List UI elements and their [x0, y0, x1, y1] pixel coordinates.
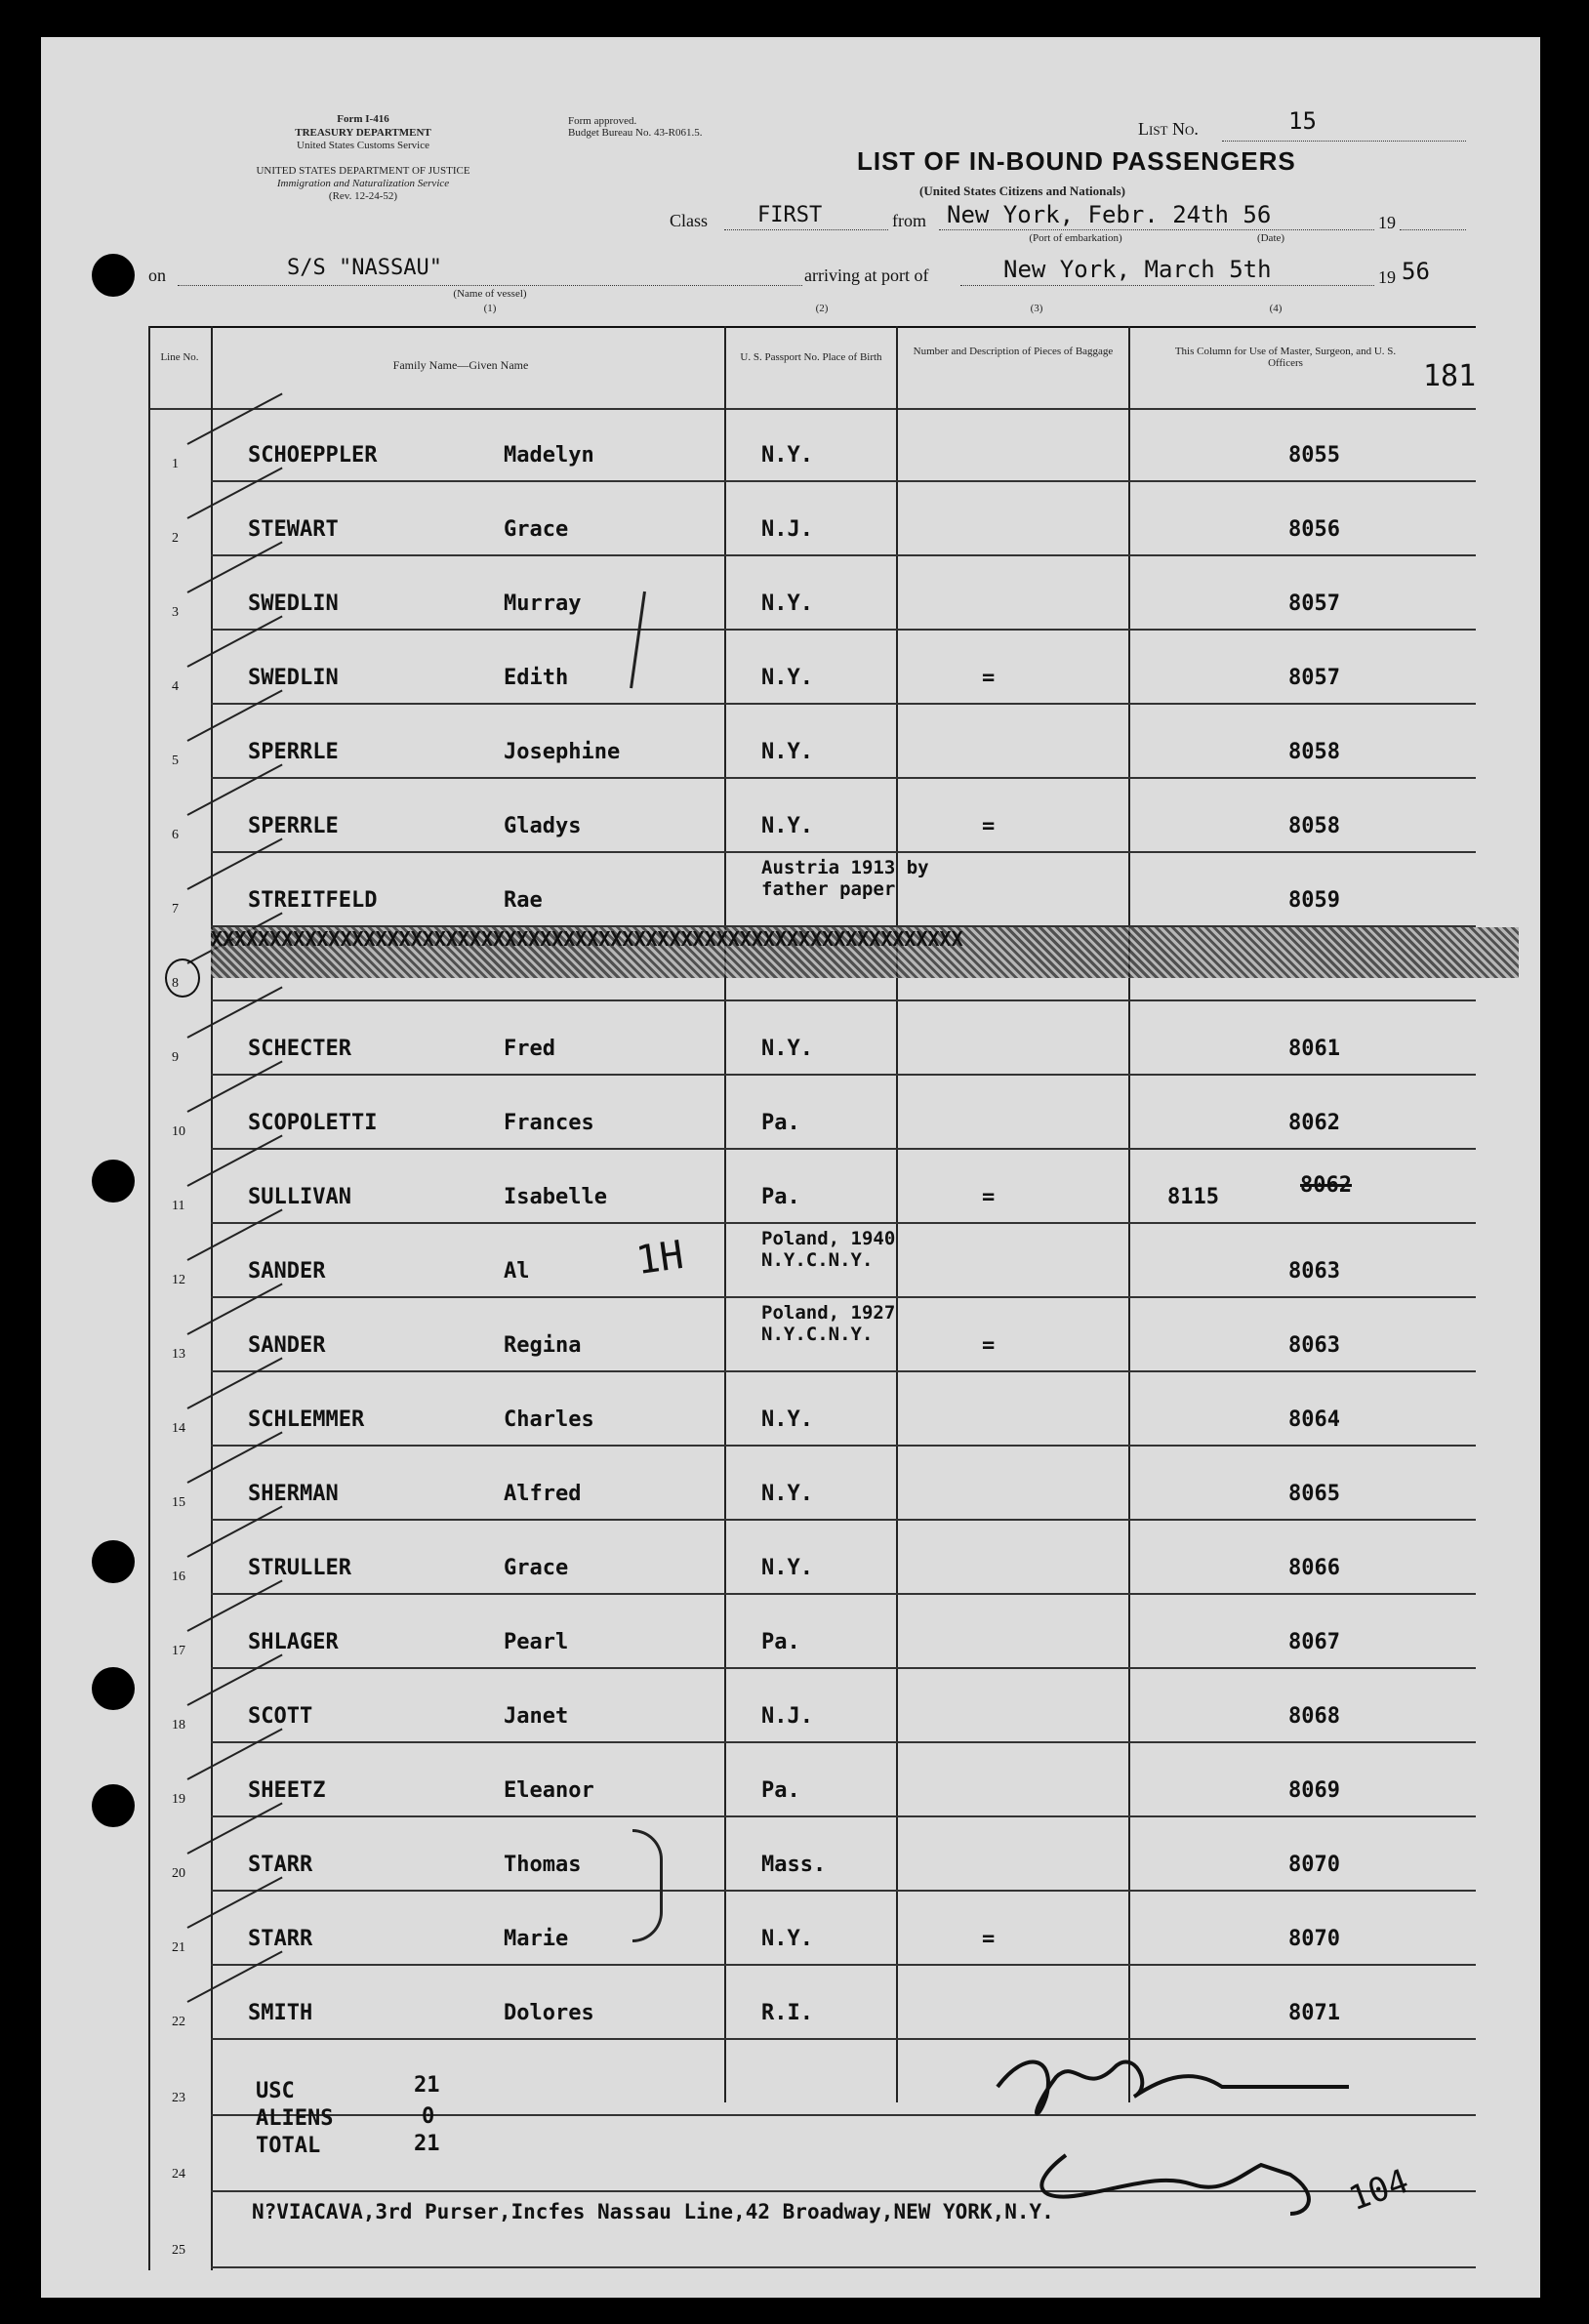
col-header-line: Line No. — [160, 351, 199, 363]
place-of-birth: N.Y. — [761, 1407, 813, 1432]
family-name: SCHOEPPLER — [248, 443, 378, 468]
caption-3: (3) — [1030, 303, 1043, 314]
officer-number: 8064 — [1288, 1407, 1340, 1432]
family-name: SPERRLE — [248, 740, 339, 764]
place-of-birth: Pa. — [761, 1630, 800, 1654]
family-name: SANDER — [248, 1259, 326, 1284]
table-row — [41, 1372, 1540, 1447]
given-name: Eleanor — [504, 1778, 594, 1803]
given-name: Frances — [504, 1111, 594, 1135]
officer-number: 8062 — [1288, 1111, 1340, 1135]
arriving-value: New York, March 5th — [1003, 256, 1272, 283]
given-name: Edith — [504, 666, 569, 690]
table-row — [41, 1521, 1540, 1595]
place-of-birth: N.Y. — [761, 666, 813, 690]
place-of-birth: N.Y. — [761, 1927, 813, 1951]
officer-number: 8056 — [1288, 517, 1340, 542]
line-number: 7 — [172, 902, 179, 917]
baggage: = — [982, 1185, 996, 1209]
line-number: 10 — [172, 1124, 185, 1139]
punch-hole — [92, 254, 135, 297]
form-approved: Form approved. — [568, 115, 637, 127]
baggage: = — [982, 666, 996, 690]
table-row — [41, 1298, 1540, 1372]
given-name: Grace — [504, 1556, 569, 1580]
class-value: FIRST — [757, 203, 823, 227]
usc-label: USC — [256, 2079, 295, 2103]
form-number: Form I-416 — [337, 113, 389, 125]
vessel-name: S/S "NASSAU" — [287, 256, 442, 280]
line-number: 13 — [172, 1347, 185, 1362]
from-underline — [939, 229, 1374, 230]
ins-service: Immigration and Naturalization Service — [276, 178, 450, 189]
side-number: 104 — [1344, 2161, 1414, 2220]
family-name: SCOTT — [248, 1704, 313, 1729]
table-row — [41, 779, 1540, 853]
given-name: Alfred — [504, 1482, 582, 1506]
table-row — [41, 1447, 1540, 1521]
officer-number: 8055 — [1288, 443, 1340, 468]
given-name: Fred — [504, 1037, 555, 1061]
line-number: 22 — [172, 2015, 185, 2029]
arriving-underline — [960, 285, 1374, 286]
family-name: STREITFELD — [248, 888, 378, 913]
family-name: SMITH — [248, 2001, 313, 2025]
place-of-birth: Pa. — [761, 1185, 800, 1209]
given-name: Thomas — [504, 1853, 582, 1877]
table-row — [41, 1892, 1540, 1966]
port-embark-caption: (Port of embarkation) — [1029, 232, 1122, 244]
given-name: Rae — [504, 888, 543, 913]
given-name: Marie — [504, 1927, 569, 1951]
baggage: = — [982, 814, 996, 838]
total-value: 21 — [414, 2132, 440, 2156]
customs-service: United States Customs Service — [297, 140, 429, 151]
page-number: 181 — [1423, 359, 1477, 393]
place-of-birth: N.Y. — [761, 591, 813, 616]
officer-number: 8070 — [1288, 1927, 1340, 1951]
place-of-birth: N.Y. — [761, 814, 813, 838]
line-number: 19 — [172, 1792, 185, 1807]
family-name: SHLAGER — [248, 1630, 339, 1654]
family-name: SANDER — [248, 1333, 326, 1358]
place-of-birth: N.J. — [761, 1704, 813, 1729]
row-rule — [211, 2266, 1476, 2268]
family-name: SCHECTER — [248, 1037, 351, 1061]
given-name: Grace — [504, 517, 569, 542]
from-year-underline — [1400, 229, 1466, 230]
budget-bureau: Budget Bureau No. 43-R061.5. — [568, 127, 703, 139]
given-name: Isabelle — [504, 1185, 607, 1209]
list-no-value: 15 — [1288, 107, 1317, 135]
date-caption: (Date) — [1256, 232, 1285, 244]
family-name: SHEETZ — [248, 1778, 326, 1803]
col-header-baggage: Number and Description of Pieces of Baggage — [913, 346, 1114, 357]
officer-number: 8058 — [1288, 814, 1340, 838]
officer-number: 8059 — [1288, 888, 1340, 913]
class-label: Class — [670, 211, 709, 230]
officer-number: 8066 — [1288, 1556, 1340, 1580]
vessel-underline — [178, 285, 802, 286]
table-row — [41, 1669, 1540, 1743]
family-name: STRULLER — [248, 1556, 351, 1580]
officer-number: 8069 — [1288, 1778, 1340, 1803]
baggage: = — [982, 1333, 996, 1358]
place-of-birth: N.Y. — [761, 1556, 813, 1580]
table-row — [41, 1001, 1540, 1076]
officer-number: 8070 — [1288, 1853, 1340, 1877]
officer-number: 8058 — [1288, 740, 1340, 764]
given-name: Madelyn — [504, 443, 594, 468]
signature — [968, 2028, 1495, 2223]
place-of-birth: Poland, 1927 N.Y.C.N.Y. — [761, 1302, 896, 1345]
table-row — [41, 1743, 1540, 1817]
family-name: SWEDLIN — [248, 591, 339, 616]
aliens-value: 0 — [422, 2104, 435, 2129]
baggage: = — [982, 1927, 996, 1951]
line-number: 11 — [172, 1199, 185, 1213]
officer-number: 8057 — [1288, 591, 1340, 616]
table-row — [41, 408, 1540, 482]
family-name: STEWART — [248, 517, 339, 542]
from-year-prefix: 19 — [1378, 213, 1396, 232]
place-of-birth: R.I. — [761, 2001, 813, 2025]
line-number: 12 — [172, 1273, 185, 1287]
family-name: SCOPOLETTI — [248, 1111, 378, 1135]
line-number: 17 — [172, 1644, 185, 1658]
table-row — [41, 556, 1540, 631]
col-header-officers: This Column for Use of Master, Surgeon, and U. S. Officers — [1174, 346, 1397, 369]
officer-number: 8057 — [1288, 666, 1340, 690]
vessel-caption: (Name of vessel) — [453, 288, 527, 300]
table-row — [41, 1224, 1540, 1298]
officer-number: 8068 — [1288, 1704, 1340, 1729]
table-row — [41, 853, 1540, 927]
from-value: New York, Febr. 24th 56 — [947, 201, 1272, 228]
place-of-birth: N.Y. — [761, 443, 813, 468]
family-name: STARR — [248, 1853, 313, 1877]
officer-number: 8067 — [1288, 1630, 1340, 1654]
place-of-birth: Mass. — [761, 1853, 827, 1877]
col-header-name: Family Name—Given Name — [392, 358, 529, 372]
line-number: 21 — [172, 1940, 185, 1955]
officer-number: 8065 — [1288, 1482, 1340, 1506]
arriving-label: arriving at port of — [804, 265, 929, 285]
line-number: 5 — [172, 754, 179, 768]
place-of-birth: Pa. — [761, 1111, 800, 1135]
family-name: SHERMAN — [248, 1482, 339, 1506]
given-name: Josephine — [504, 740, 621, 764]
given-name: Gladys — [504, 814, 582, 838]
table-row — [41, 705, 1540, 779]
family-name: STARR — [248, 1927, 313, 1951]
line-number: 3 — [172, 605, 179, 620]
revision: (Rev. 12-24-52) — [328, 190, 398, 202]
officer-number: 8071 — [1288, 2001, 1340, 2025]
document-subtitle: (United States Citizens and Nationals) — [919, 183, 1125, 198]
aliens-label: ALIENS — [256, 2106, 334, 2131]
line-number: 25 — [172, 2243, 185, 2258]
family-name: SCHLEMMER — [248, 1407, 365, 1432]
given-name: Al — [504, 1259, 530, 1284]
line-number: 24 — [172, 2167, 185, 2181]
from-label: from — [892, 211, 926, 230]
class-underline — [724, 229, 888, 230]
officer-number: 8061 — [1288, 1037, 1340, 1061]
given-name: Janet — [504, 1704, 569, 1729]
place-of-birth: N.Y. — [761, 1482, 813, 1506]
caption-2: (2) — [815, 303, 829, 314]
col-header-passport: U. S. Passport No. Place of Birth — [740, 351, 882, 363]
on-label: on — [148, 265, 166, 285]
hand-bracket-20-21 — [632, 1829, 663, 1942]
table-row — [41, 1817, 1540, 1892]
line-8-circle — [165, 958, 200, 998]
table-row — [41, 631, 1540, 705]
given-name: Pearl — [504, 1630, 569, 1654]
line-number: 20 — [172, 1866, 185, 1881]
family-name: SULLIVAN — [248, 1185, 351, 1209]
struck-row-text: XXXXXXXXXXXXXXXXXXXXXXXXXXXXXXXXXXXXXXXXXXXXXXXXXXXXXXXXXXXXXXXX — [211, 927, 963, 951]
line-number: 18 — [172, 1718, 185, 1733]
table-row — [41, 1076, 1540, 1150]
officer-number: 8063 — [1288, 1333, 1340, 1358]
total-label: TOTAL — [256, 2134, 321, 2158]
form-sheet — [41, 37, 1540, 2298]
caption-4: (4) — [1269, 303, 1283, 314]
table-row — [41, 1595, 1540, 1669]
table-row — [41, 482, 1540, 556]
struck-officer-number: 8062 — [1300, 1173, 1352, 1198]
list-no-label: List No. — [1138, 119, 1199, 139]
check-mark — [187, 392, 283, 444]
line-number: 14 — [172, 1421, 185, 1436]
given-name: Regina — [504, 1333, 582, 1358]
given-name: Dolores — [504, 2001, 594, 2025]
list-no-underline — [1222, 141, 1466, 142]
line-number: 1 — [172, 457, 179, 471]
hand-mark-line-12: 1H — [633, 1232, 687, 1284]
line-number: 9 — [172, 1050, 179, 1065]
document-title: LIST OF IN-BOUND PASSENGERS — [857, 146, 1296, 176]
place-of-birth: Poland, 1940 N.Y.C.N.Y. — [761, 1228, 896, 1271]
table-top-rule — [148, 326, 1476, 328]
given-name: Charles — [504, 1407, 594, 1432]
line-number: 6 — [172, 828, 179, 842]
place-of-birth: N.Y. — [761, 1037, 813, 1061]
caption-1: (1) — [483, 303, 497, 314]
place-of-birth: Pa. — [761, 1778, 800, 1803]
treasury-dept: TREASURY DEPARTMENT — [295, 127, 431, 139]
place-of-birth: N.J. — [761, 517, 813, 542]
place-of-birth: Austria 1913 by father paper — [761, 857, 929, 900]
family-name: SPERRLE — [248, 814, 339, 838]
line-number: 8 — [172, 976, 179, 991]
line-number: 16 — [172, 1570, 185, 1584]
family-name: SWEDLIN — [248, 666, 339, 690]
justice-dept: UNITED STATES DEPARTMENT OF JUSTICE — [256, 165, 470, 177]
line-number: 23 — [172, 2091, 185, 2105]
arrival-year: 56 — [1402, 258, 1430, 285]
usc-value: 21 — [414, 2073, 440, 2098]
line-number: 2 — [172, 531, 179, 546]
officer-number: 8063 — [1288, 1259, 1340, 1284]
line-number: 4 — [172, 679, 179, 694]
purser-footer: N?VIACAVA,3rd Purser,Incfes Nassau Line,42 Broadway,NEW YORK,N.Y. — [252, 2200, 1054, 2223]
place-of-birth: N.Y. — [761, 740, 813, 764]
officer-number: 8115 — [1167, 1185, 1219, 1209]
given-name: Murray — [504, 591, 582, 616]
line-number: 15 — [172, 1495, 185, 1510]
arrival-year-prefix: 19 — [1378, 267, 1396, 287]
